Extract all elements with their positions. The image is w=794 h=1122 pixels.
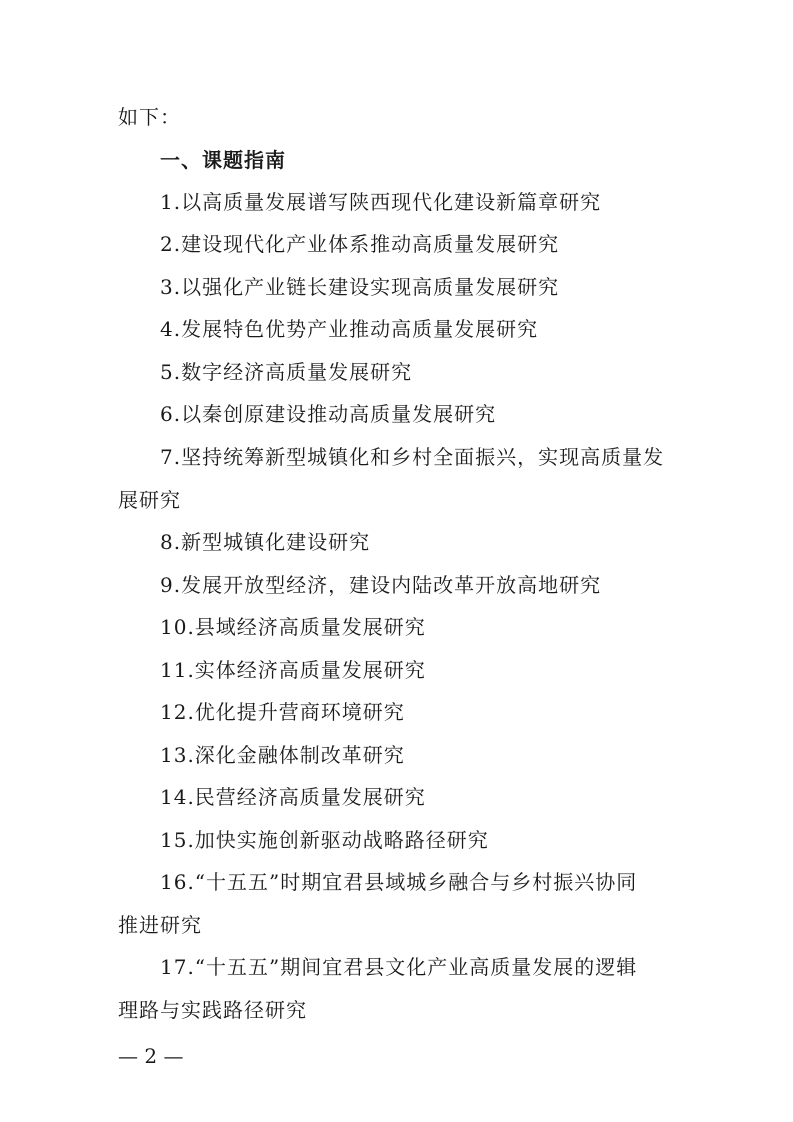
list-item-5: 5.数字经济高质量发展研究 bbox=[160, 360, 413, 384]
list-item-3: 3.以强化产业链长建设实现高质量发展研究 bbox=[160, 275, 560, 299]
list-item-10: 10.县域经济高质量发展研究 bbox=[160, 615, 426, 639]
list-item-17-continued: 理路与实践路径研究 bbox=[118, 998, 307, 1022]
list-item-15: 15.加快实施创新驱动战略路径研究 bbox=[160, 828, 489, 852]
list-item-17: 17.“十五五”期间宜君县文化产业高质量发展的逻辑 bbox=[160, 955, 638, 979]
list-item-7-continued: 展研究 bbox=[118, 488, 181, 512]
list-item-4: 4.发展特色优势产业推动高质量发展研究 bbox=[160, 317, 539, 341]
list-item-11: 11.实体经济高质量发展研究 bbox=[160, 658, 426, 682]
section-heading: 一、课题指南 bbox=[160, 148, 286, 172]
intro-text: 如下： bbox=[118, 105, 181, 129]
list-item-9: 9.发展开放型经济，建设内陆改革开放高地研究 bbox=[160, 573, 602, 597]
list-item-13: 13.深化金融体制改革研究 bbox=[160, 743, 405, 767]
list-item-6: 6.以秦创原建设推动高质量发展研究 bbox=[160, 402, 497, 426]
list-item-2: 2.建设现代化产业体系推动高质量发展研究 bbox=[160, 232, 560, 256]
list-item-1: 1.以高质量发展谱写陕西现代化建设新篇章研究 bbox=[160, 190, 602, 214]
list-item-8: 8.新型城镇化建设研究 bbox=[160, 530, 371, 554]
list-item-16: 16.“十五五”时期宜君县域城乡融合与乡村振兴协同 bbox=[160, 870, 638, 894]
list-item-12: 12.优化提升营商环境研究 bbox=[160, 700, 405, 724]
page-number: — 2 — bbox=[118, 1044, 184, 1068]
list-item-14: 14.民营经济高质量发展研究 bbox=[160, 785, 426, 809]
list-item-7: 7.坚持统筹新型城镇化和乡村全面振兴，实现高质量发 bbox=[160, 445, 665, 469]
list-item-16-continued: 推进研究 bbox=[118, 913, 202, 937]
